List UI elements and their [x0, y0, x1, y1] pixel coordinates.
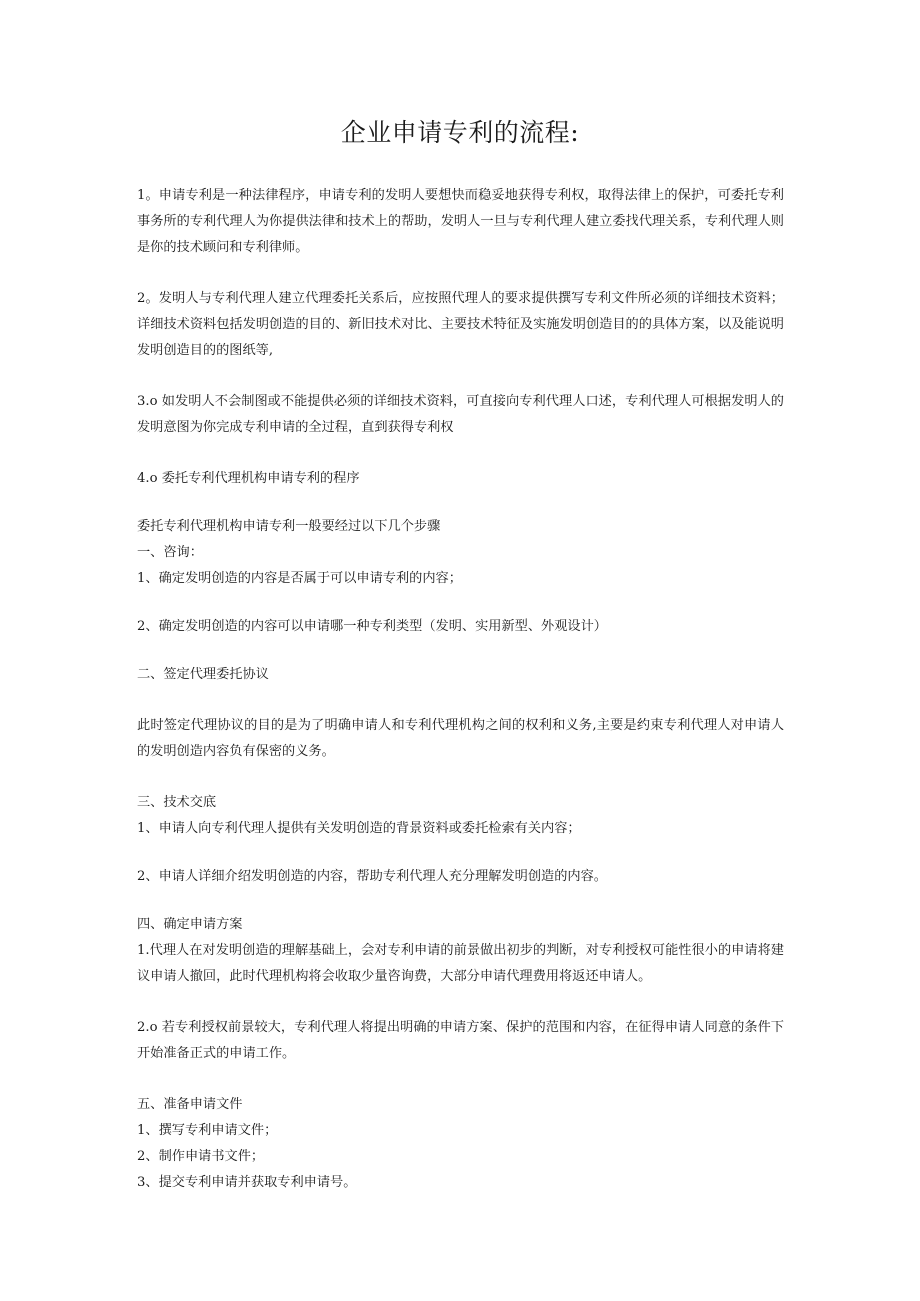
paragraph-2: 2。发明人与专利代理人建立代理委托关系后，应按照代理人的要求提供撰写专利文件所必须的详细技术资料；详细技术资料包括发明创造的目的、新旧技术对比、主要技术特征及实施发明创造目的的具体方案，以及能说明发明创造目的的图纸等,	[137, 291, 784, 358]
paragraph-1: 1。申请专利是一种法律程序，申请专利的发明人要想快而稳妥地获得专利权，取得法律上的保护，可委托专利事务所的专利代理人为你提供法律和技术上的帮助，发明人一旦与专利代理人建立委找代理关系，专利代理人则是你的技术顾问和专利律师。	[137, 188, 784, 255]
intro-line: 委托专利代理机构申请专利一般要经过以下几个步骤	[137, 519, 441, 534]
paragraph-plan-2: 2.o 若专利授权前景较大，专利代理人将提出明确的申请方案、保护的范围和内容，在征得申请人同意的条件下开始准备正式的申请工作。	[137, 1020, 784, 1061]
paragraph-3: 3.o 如发明人不会制图或不能提供必须的详细技术资料，可直接向专利代理人口述，专利代理人可根据发明人的发明意图为你完成专利申请的全过程，直到获得专利权	[137, 394, 784, 435]
paragraph-agreement: 此时签定代理协议的目的是为了明确申请人和专利代理机构之间的权利和义务,主要是约束专利代理人对申请人的发明创造内容负有保密的义务。	[137, 718, 784, 759]
list-item: 2、制作申请书文件；	[137, 1149, 265, 1164]
step-heading-agreement: 二、签定代理委托协议	[137, 667, 269, 682]
list-item: 2、申请人详细介绍发明创造的内容，帮助专利代理人充分理解发明创造的内容。	[137, 869, 607, 884]
step-heading-disclosure: 三、技术交底	[137, 795, 217, 810]
document-body	[137, 183, 784, 1196]
list-item: 2、确定发明创造的内容可以申请哪一种专利类型（发明、实用新型、外观设计）	[137, 619, 607, 634]
step-heading-plan: 四、确定申请方案	[137, 917, 243, 932]
list-item: 1、确定发明创造的内容是否属于可以申请专利的内容；	[137, 571, 462, 586]
list-item: 3、提交专利申请并获取专利申请号。	[137, 1175, 357, 1190]
list-item: 1、撰写专利申请文件；	[137, 1123, 278, 1138]
section-heading-4: 4.o 委托专利代理机构申请专利的程序	[137, 471, 360, 486]
list-item: 1、申请人向专利代理人提供有关发明创造的背景资料或委托检索有关内容；	[137, 821, 581, 836]
step-heading-consult: 一、咨询：	[137, 545, 203, 560]
paragraph-plan-1: 1.代理人在对发明创造的理解基础上，会对专利申请的前景做出初步的判断，对专利授权可能性很小的申请将建议申请人撤回，此时代理机构将会收取少量咨询费，大部分申请代理费用将返还申请人。	[137, 943, 784, 984]
document-title: 企业申请专利的流程:	[340, 118, 580, 147]
step-heading-prepare: 五、准备申请文件	[137, 1097, 243, 1112]
